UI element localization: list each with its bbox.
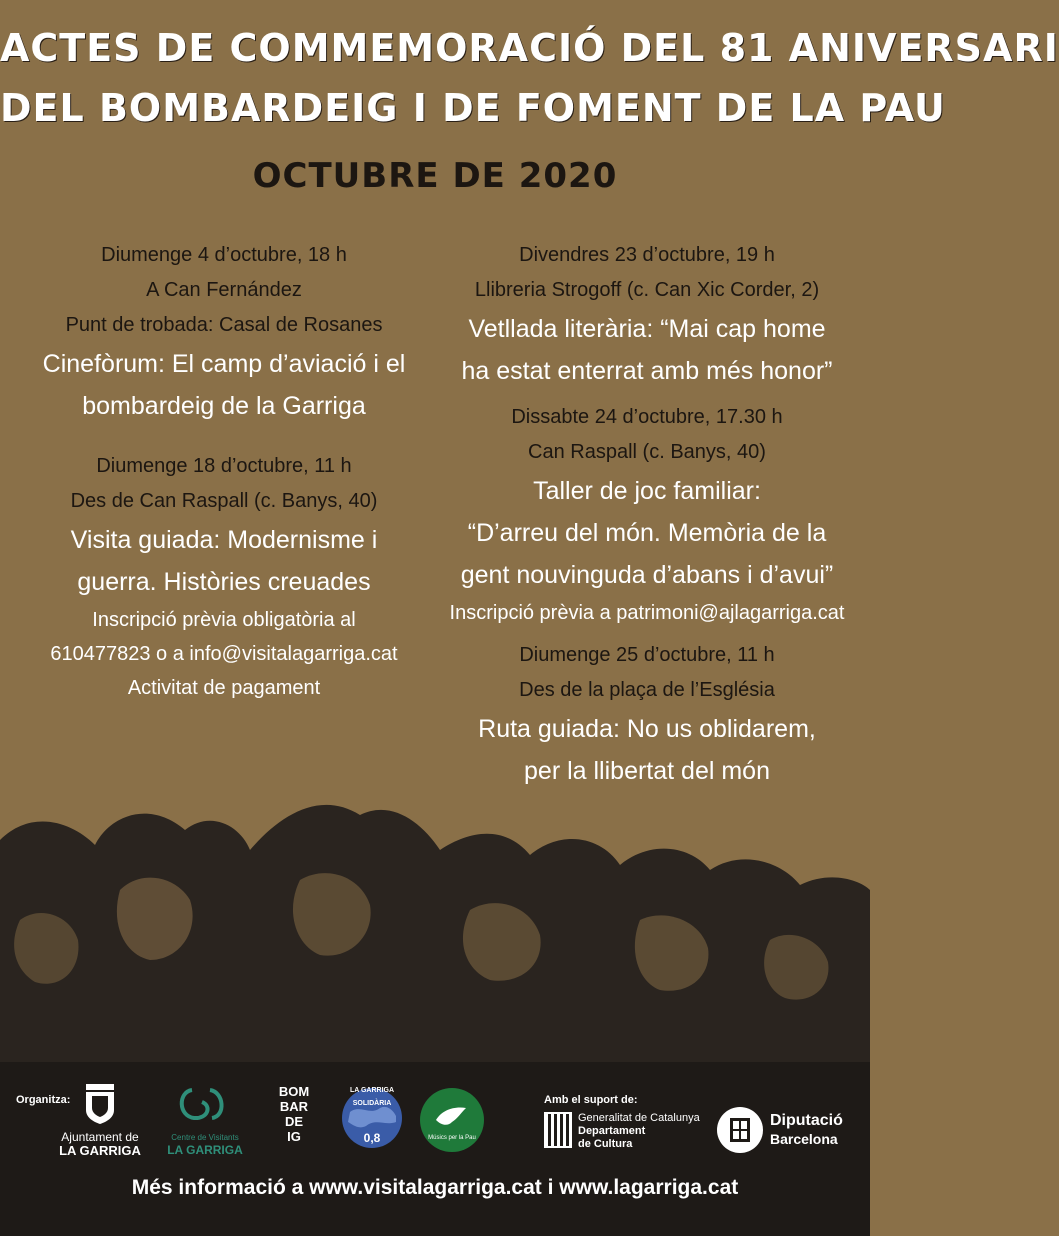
date-subtitle: OCTUBRE DE 2020 (252, 156, 618, 196)
event-when: Diumenge 25 d’octubre, 11 h (519, 644, 775, 666)
generalitat-shield-icon (544, 1112, 572, 1148)
solidaria-text: LA GARRIGA SOLIDÀRIA (349, 1087, 395, 1107)
event-paid-note: Activitat de pagament (127, 677, 321, 699)
event-when: Divendres 23 d’octubre, 19 h (519, 244, 775, 266)
event-contact-link[interactable]: Inscripció prèvia a patrimoni@ajlagarriga.cat (449, 602, 845, 624)
departament-text: Departament (578, 1125, 646, 1137)
suport-label: Amb el suport de: (544, 1094, 638, 1106)
event-where: Can Raspall (c. Banys, 40) (528, 441, 766, 463)
crowd-illustration (0, 770, 870, 1070)
event-title: per la llibertat del món (524, 757, 770, 785)
ajuntament-logo[interactable] (48, 1082, 152, 1157)
bom-text: BOM (278, 1084, 310, 1099)
events-right-column (438, 238, 856, 792)
event-contact-link[interactable]: 610477823 o a info@visitalagarriga.cat (50, 643, 398, 665)
generalitat-text: Generalitat de Catalunya (578, 1112, 700, 1124)
events-left-column (18, 238, 430, 705)
event-title: Visita guiada: Modernisme i (70, 526, 378, 554)
event-title: Vetllada literària: “Mai cap home (468, 315, 826, 343)
spiral-logo-icon (164, 1084, 246, 1126)
ajuntament-text-bold: LA GARRIGA (59, 1143, 141, 1158)
event-where: Des de la plaça de l’Església (519, 679, 775, 701)
event-vetllada (438, 238, 856, 392)
event-when: Diumenge 4 d’octubre, 18 h (101, 244, 347, 266)
barcelona-text: Barcelona (770, 1131, 838, 1147)
bar-text: BAR (279, 1099, 309, 1114)
event-meeting-point: Punt de trobada: Casal de Rosanes (65, 314, 383, 336)
ig-text: IG (287, 1129, 301, 1144)
title-line-1: ACTES DE COMMEMORACIÓ DEL 81 ANIVERSARI (0, 26, 1059, 70)
pau-text: Músics per la Pau (428, 1135, 476, 1141)
event-title: bombardeig de la Garriga (82, 392, 366, 420)
centre-visitants-logo[interactable] (164, 1084, 246, 1157)
event-title: ha estat enterrat amb més honor” (461, 357, 833, 385)
event-title: Cinefòrum: El camp d’aviació i el (42, 350, 406, 378)
cultura-text: de Cultura (578, 1138, 633, 1150)
visitants-text: Centre de Visitants (171, 1133, 239, 1142)
ajuntament-text: Ajuntament de (61, 1130, 139, 1144)
event-title: “D’arreu del món. Memòria de la (467, 519, 827, 547)
event-when: Dissabte 24 d’octubre, 17.30 h (511, 406, 783, 428)
title-line-2: DEL BOMBARDEIG I DE FOMENT DE LA PAU (0, 86, 946, 130)
event-where: A Can Fernández (146, 279, 302, 301)
organitza-label: Organitza: (16, 1094, 71, 1106)
shield-icon (48, 1082, 152, 1126)
event-title: Ruta guiada: No us oblidarem, (478, 715, 816, 743)
event-registration-note: Inscripció prèvia obligatòria al (92, 609, 356, 631)
event-ruta (438, 638, 856, 792)
event-taller (438, 400, 856, 630)
event-when: Diumenge 18 d’octubre, 11 h (96, 455, 352, 477)
diputacio-emblem-icon (716, 1106, 764, 1154)
event-cineforum (18, 238, 430, 427)
visitants-text-bold: LA GARRIGA (167, 1143, 243, 1157)
diputacio-logo[interactable] (716, 1106, 862, 1154)
event-where: Llibreria Strogoff (c. Can Xic Corder, 2) (474, 279, 820, 301)
garriga-solidaria-logo[interactable] (336, 1082, 408, 1154)
event-visita-guiada (18, 449, 430, 705)
event-title: guerra. Històries creuades (77, 568, 371, 596)
event-where: Des de Can Raspall (c. Banys, 40) (70, 490, 378, 512)
event-title: gent nouvinguda d’abans i d’avui” (460, 561, 834, 589)
diputacio-text: Diputació (770, 1112, 843, 1129)
de-text: DE (284, 1114, 304, 1129)
bombardeig-logo[interactable] (268, 1084, 320, 1144)
solidaria-number: 0,8 (363, 1131, 381, 1145)
musics-per-la-pau-logo[interactable] (418, 1086, 486, 1154)
more-info-link[interactable]: Més informació a www.visitalagarriga.cat i www.lagarriga.cat (131, 1176, 739, 1199)
event-title: Taller de joc familiar: (533, 477, 761, 505)
